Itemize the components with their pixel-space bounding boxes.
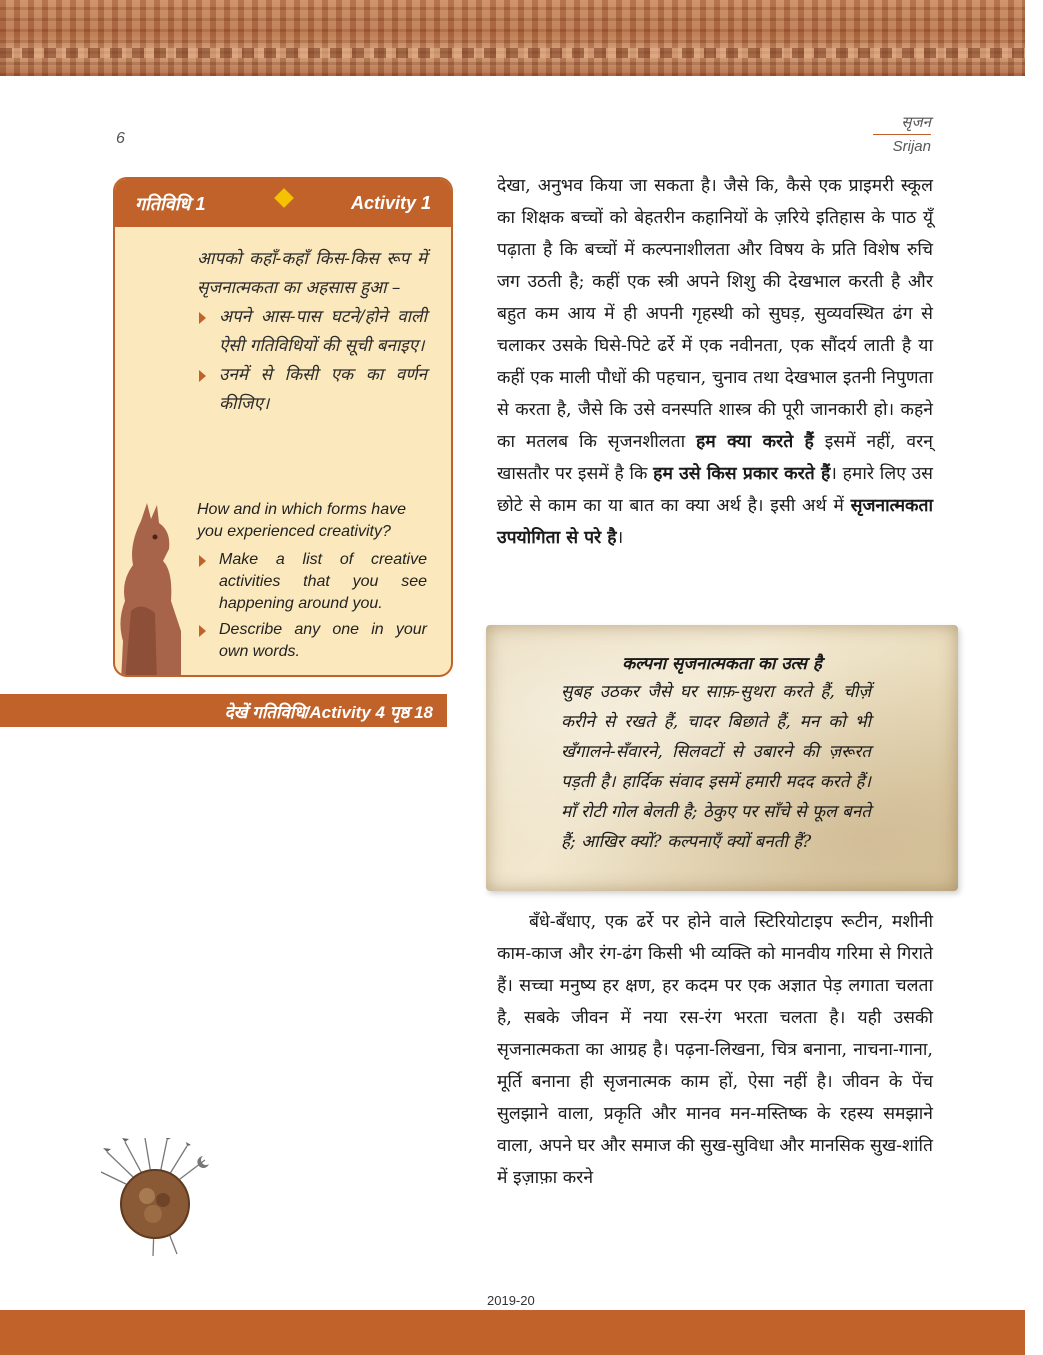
diamond-icon <box>274 188 294 208</box>
para1-text: देखा, अनुभव किया जा सकता है। जैसे कि, कैसे एक प्राइमरी स्कूल का शिक्षक बच्चों को बेहतरीन कहानियों के ज़रिये इतिहास के पाठ यूँ पढ़ाता है कि बच्चों में कल्पनाशीलता और विषय के प्रति विशेष रुचि जग उठती है; कहीं एक स्त्री अपने शिशु की देखभाल करती है और बहुत कम आय में ही अपनी गृहस्थी को सुघड़, सुव्यवस्थित ढंग से चलाकर उसके घिसे-पिटे ढर्रे में एक नवीनता, एक सौंदर्य लाती है या कहीं एक माली पौधों की पहचान, चुनाव तथा देखभाल इतनी निपुणता से करता है, जैसे कि उसे वनस्पति शास्त्र की पूरी जानकारी हो। कहने का मतलब कि सृजनशीलता <box>497 176 933 452</box>
page-number: 6 <box>116 130 125 147</box>
activity-label-english: Activity 1 <box>350 193 431 213</box>
activity-hindi-bullet: उनमें से किसी एक का वर्णन कीजिए। <box>197 361 427 419</box>
running-head <box>873 112 931 155</box>
para1-text: । हमारे लिए उस छोटे से काम का या बात का क्या अर्थ है। इसी अर्थ में <box>497 464 934 516</box>
para1-bold: सृजनात्मकता उपयोगिता से परे है <box>497 496 933 548</box>
activity-hindi-bullet: अपने आस-पास घटने/होने वाली ऐसी गतिविधियों की सूची बनाइए। <box>197 303 427 361</box>
quote-text: सुबह उठकर जैसे घर साफ़-सुथरा करते हैं, चीज़ें करीने से रखते हैं, चादर बिछाते हैं, मन को भी खँगालने-सँवारने, सिलवटों से उबारने की ज़रूरत पड़ती है। हार्दिक संवाद इसमें हमारी मदद करते हैं। माँ रोटी गोल बेलती है; ठेकुए पर साँचे से फूल बनते हैं; आखिर क्यों? कल्पनाएँ क्यों बनती हैं? <box>561 682 871 852</box>
year-label: 2019-20 <box>487 1293 535 1308</box>
terracotta-horse-illustration <box>113 501 191 677</box>
activity-english-bullet: Make a list of creative activities that you see happening around you. <box>197 549 427 615</box>
para1-text: । <box>616 528 624 548</box>
quote-parchment-box <box>486 625 958 891</box>
activity-label-hindi: गतिविधि 1 <box>135 194 206 214</box>
activity-box <box>113 177 453 677</box>
running-head-hindi: सृजन <box>873 112 931 135</box>
shield-with-arrows-illustration <box>95 1138 215 1258</box>
footer-bar <box>0 1310 1025 1355</box>
para1-text: इसमें नहीं, वरन् खासतौर पर इसमें है कि <box>497 432 934 484</box>
activity-english-bullet: Describe any one in your own words. <box>197 619 427 663</box>
see-activity-reference: देखें गतिविधि/Activity 4 पृष्ठ 18 <box>0 694 447 727</box>
activity-english-text <box>197 499 427 667</box>
activity-hindi-text <box>197 245 427 419</box>
main-paragraph-2 <box>497 906 933 1194</box>
carved-banner-image <box>0 0 1025 76</box>
para1-bold: हम उसे किस प्रकार करते हैं <box>653 464 831 484</box>
running-head-english: Srijan <box>892 138 931 155</box>
activity-hindi-intro: आपको कहाँ-कहाँ किस-किस रूप में सृजनात्मकता का अहसास हुआ – <box>197 249 427 298</box>
activity-header <box>115 179 451 227</box>
para1-bold: हम क्या करते हैं <box>696 432 814 452</box>
main-paragraph-1 <box>497 170 933 554</box>
activity-english-intro: How and in which forms have you experienced creativity? <box>197 501 406 540</box>
quote-title: कल्पना सृजनात्मकता का उत्स है <box>622 654 822 674</box>
para2-text: बँधे-बँधाए, एक ढर्रे पर होने वाले स्टिरियोटाइप रूटीन, मशीनी काम-काज और रंग-ढंग किसी भी व्यक्ति को मानवीय गरिमा से गिराते हैं। सच्चा मनुष्य हर क्षण, हर कदम पर एक अज्ञात पेड़ लगाता चलता है, सबके जीवन में नया रस-रंग भरता चलता है। यही उसकी सृजनात्मकता का आग्रह है। पढ़ना-लिखना, चित्र बनाना, नाचना-गाना, मूर्ति बनाना ही सृजनात्मक काम हों, ऐसा नहीं है। जीवन के पेंच सुलझाने वाला, प्रकृति और मानव मन-मस्तिष्क के रहस्य समझाने वाला, अपने घर और समाज की सुख-सुविधा और मानसिक सुख-शांति में इज़ाफ़ा करने <box>497 912 933 1188</box>
